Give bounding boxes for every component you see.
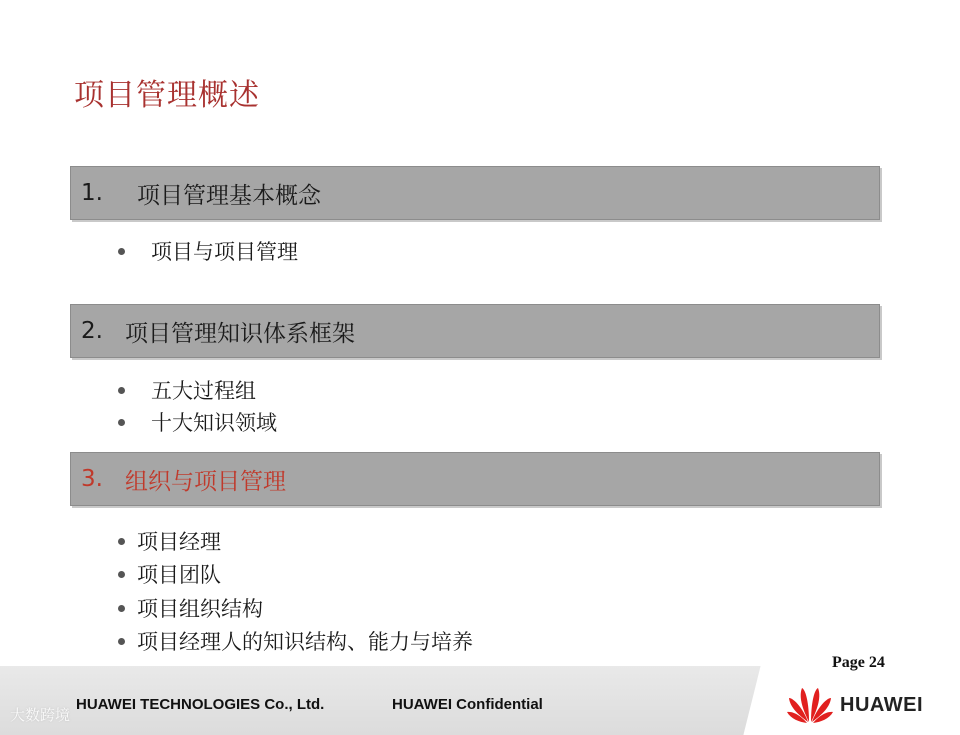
bullet-dot-icon — [118, 387, 125, 394]
section-1-bar — [70, 166, 880, 220]
confidential-label: HUAWEI Confidential — [392, 696, 543, 713]
section-1-number: 1. — [81, 180, 103, 206]
bullet-dot-icon — [118, 571, 125, 578]
section-3-bullet — [118, 626, 473, 656]
huawei-wordmark: HUAWEI — [840, 694, 923, 716]
section-3-number: 3. — [81, 466, 103, 492]
slide-title: 项目管理概述 — [74, 78, 260, 113]
bullet-text: 十大知识领域 — [151, 411, 277, 435]
page-number: Page 24 — [832, 654, 885, 671]
bullet-text: 项目组织结构 — [137, 597, 263, 621]
bullet-dot-icon — [118, 638, 125, 645]
section-3-label: 组织与项目管理 — [124, 468, 286, 495]
bullet-dot-icon — [118, 248, 125, 255]
bullet-text: 五大过程组 — [151, 379, 256, 403]
bullet-text: 项目团队 — [137, 563, 221, 587]
section-3-bullet — [118, 559, 221, 589]
section-2-bullet — [118, 407, 277, 437]
section-2-bullet — [118, 375, 256, 405]
section-1-bullet — [118, 236, 298, 266]
bullet-text: 项目与项目管理 — [151, 240, 298, 264]
section-2-bar — [70, 304, 880, 358]
company-name: HUAWEI TECHNOLOGIES Co., Ltd. — [76, 696, 325, 713]
section-3-bullet — [118, 526, 221, 556]
bullet-dot-icon — [118, 605, 125, 612]
bullet-text: 项目经理 — [137, 530, 221, 554]
watermark: 大数跨境 — [10, 706, 71, 724]
section-2-label: 项目管理知识体系框架 — [124, 320, 355, 347]
bullet-text: 项目经理人的知识结构、能力与培养 — [137, 630, 473, 654]
section-2-number: 2. — [81, 318, 103, 344]
bullet-dot-icon — [118, 538, 125, 545]
section-1-label: 项目管理基本概念 — [136, 182, 321, 209]
section-3-bar — [70, 452, 880, 506]
huawei-logo-icon — [786, 684, 834, 724]
bullet-dot-icon — [118, 419, 125, 426]
section-3-bullet — [118, 593, 263, 623]
